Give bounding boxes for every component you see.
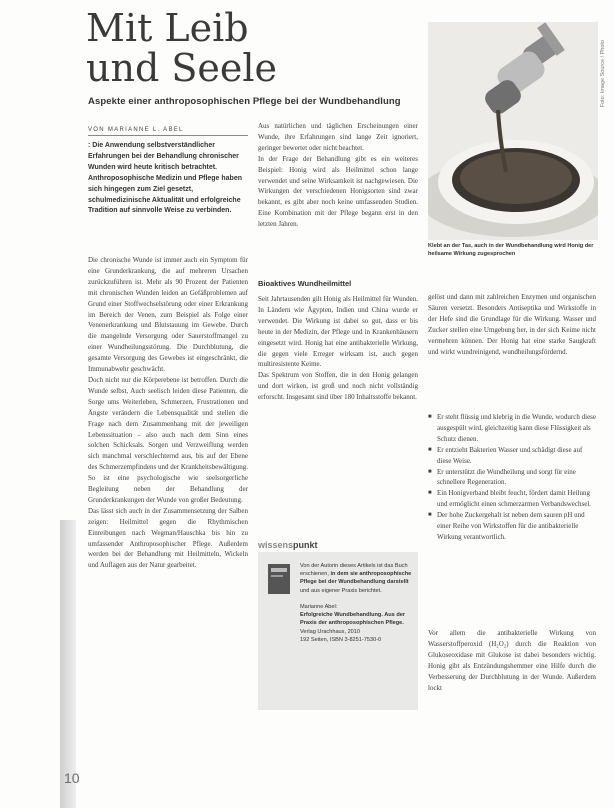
- title-line-2: und Seele: [86, 46, 278, 90]
- article-title: [86, 8, 277, 88]
- list-item: ■ Der hohe Zuckergehalt ist neben dem sauren pH und einer Reihe von Wirkstoffen für die antibakterielle Wirkung verantwortlich.: [428, 510, 596, 543]
- infobox-tag-prefix: wissens: [258, 540, 294, 550]
- col1-paragraph-3: Das lässt sich auch in der Zusammensetzung der Salben zeigen: Heilmittel gegen die Rhythmischen Einreibungen nach Wegman/Hauschka bis hin zu umfassender Anthroposophischer Pflege. Außerdem werden bei der Behandlung mit Heilmitteln, Wickeln und Auflagen aus der Natur gearbeitet.: [88, 506, 248, 570]
- infobox-more: und aus eigener Praxis berichtet.: [300, 587, 382, 594]
- col1-paragraph-1: Die chronische Wunde ist immer auch ein Symptom für eine Grunderkrankung, die auf mehreren Ursachen zurückzuführen ist. Mehr als 90 Prozent der Patienten mit chronischen Wunden leiden an Gefäßproblemen auf Grund einer Stoffwechselstörung oder einer Erkrankung im Bereich der Venen, zum Beispiel als Folge einer Venenerkrankung und Blutstauung im Gewebe. Durch die mangelnde Versorgung oder Sauerstoffmangel zu einer Wundheilungsstörung. Die Durchblutung, die gesamte Versorgung des Gewebes ist eingeschränkt, die Immunabwehr geschwächt.: [88, 256, 248, 374]
- infobox-tag: [258, 540, 318, 550]
- column-1: [88, 255, 248, 571]
- title-line-1: Mit Leib: [86, 6, 249, 50]
- infobox-intro: Von der Autorin dieses Artikels ist das Buch erschienen,: [300, 563, 408, 578]
- list-item: ■ Ein Honigverband bleibt feucht, fördert damit Heilung und ermöglicht einen schmerzarmen Verbandswechsel.: [428, 488, 596, 510]
- col2-paragraph-1: Aus natürlichen und täglichen Erscheinungen einer Wunde, ihre Erfahrungen sind lange Zeit ignoriert, geringer bewertet oder nicht beachtet.: [258, 122, 418, 152]
- infobox-bold: in dem sie anthroposophische Pflege bei der Wundbehandlung darstellt: [300, 571, 412, 586]
- list-item: ■ Er entzieht Bakterien Wasser und schädigt diese auf diese Weise.: [428, 445, 596, 467]
- lead-paragraph: : Die Anwendung selbstverständlicher Erfahrungen bei der Behandlung chronischer Wunden wird heute kritisch betrachtet. Anthroposophische Medizin und Pflege haben sich hingegen zum Ziel gesetzt, schulmedizinische Aktualität und erfolgreiche Tradition auf sinnvolle Weise zu verbinden.: [88, 142, 243, 215]
- photo-caption: Klebt an der Tas, auch in der Wundbehandlung wird Honig der heilsame Wirkung zugesprochen: [428, 243, 594, 257]
- col3b-paragraph-1: Vor allem die antibakterielle Wirkung von Wasserstoffperoxid (H₂O₂) durch die Reaktion von Glukoseoxidase mit Glukose ist dabei besonders wichtig. Honig gibt als Entzündungshemmer eine Hilfe durch die Verbesserung der Durchblutung in der Wunde. Außerdem lockt: [428, 629, 596, 692]
- col2b-paragraph-2: Das Spektrum von Stoffen, die in den Honig gelangen und dort wirken, ist groß und noch nicht vollständig erforscht. Insgesamt sind über 180 Inhaltsstoffe bekannt.: [258, 371, 418, 402]
- page-number: 10: [64, 770, 80, 786]
- infobox-text: [300, 562, 412, 644]
- col2-paragraph-2: In der Frage der Behandlung gibt es ein weiteres Beispiel: Honig wird als Heilmittel schon lange verwendet und seine Wirksamkeit ist nachgewiesen. Die Wirkungen der verschiedenen Honigsorten sind zwar bekannt, es gibt aber noch keine umfassenden Studien. Eine Kombination mit der Pflege begann erst in den letzten Jahren.: [258, 154, 418, 229]
- list-item: ■ Er steht flüssig und klebrig in die Wunde, wodurch diese ausgespült wird, gleichzeitig kann diese Flüssigkeit als Schutz dienen.: [428, 412, 596, 445]
- column-3-bottom: [428, 628, 596, 693]
- article-subtitle: Aspekte einer anthroposophischen Pflege bei der Wundbehandlung: [88, 96, 401, 107]
- column-3-top: [428, 292, 596, 357]
- section-heading: Bioaktives Wundheilmittel: [258, 279, 352, 288]
- page-edge-shadow: [60, 520, 76, 808]
- column-2-bottom: [258, 294, 418, 403]
- list-item: ■ Er unterstützt die Wundheilung und sorgt für eine schnellere Regeneration.: [428, 467, 596, 489]
- honey-photo-illustration: [428, 22, 598, 240]
- book-icon: [266, 562, 294, 596]
- book-publisher: Verlag Urachhaus, 2010: [300, 628, 361, 635]
- book-author: Marianne Abel:: [300, 604, 338, 611]
- col2b-paragraph-1: Seit Jahrtausenden gilt Honig als Heilmittel für Wunden. In Ländern wie Ägypten, Indien und China wurde er verwendet. Die Wirkung ist dabei so gut, dass er bis heute in der Medizin, der Pflege und in Krankenhäusern eingesetzt wird. Honig hat eine antibakterielle Wirkung, die gegen viele Erreger wirksam ist, auch gegen multiresistente Keime.: [258, 295, 418, 369]
- book-meta: 192 Seiten, ISBN 3-8251-7530-0: [300, 636, 382, 643]
- effects-list: [428, 412, 596, 543]
- infobox-tag-suffix: punkt: [293, 540, 318, 550]
- column-2-top: [258, 121, 418, 230]
- book-title: Erfolgreiche Wundbehandlung. Aus der Praxis der anthroposophischen Pflege.: [300, 612, 406, 627]
- col1-paragraph-2: Doch nicht nur die Körperebene ist betroffen. Durch die Wunde selbst, Auch seelisch leiden diese Patienten, die Sorge ums Weiterleben, Schmerzen, Frustrationen und Ängste verändern die Lebensqualität und stellen die Frage nach dem Zusammenhang mit der jeweiligen Lebenssituation – also auch nach dem Sinn eines solchen Schicksals. Sorgen und Verzweiflung werden sich manchmal verschlechternd aus, bis auf der Ebene des Schmerzempfindens und der Krankheitsbewältigung. So ist eine psychologische wie seelsorgerliche Begleitung neben der Behandlung der Grunderkrankungen der Wunde von großer Bedeutung.: [88, 375, 248, 504]
- honey-dipper-photo: [428, 22, 598, 240]
- col3-paragraph-1: gelöst und dann mit zahlreichen Enzymen und organischen Säuren versetzt. Besonders Antiseptika und Wirkstoffe in der Hefe sind die Grundlage für die Wirkung. Wasser und Zucker stellen eine Umgebung her, in der sich Keime nicht vermehren können. Der Honig hat eine starke Saugkraft und wirkt wundreinigend, wundheilungsfördernd.: [428, 293, 596, 356]
- byline-rule: [88, 135, 248, 136]
- photo-credit: Foto: Image Source / Photo: [600, 40, 606, 108]
- byline: VON MARIANNE L. ABEL: [88, 127, 184, 133]
